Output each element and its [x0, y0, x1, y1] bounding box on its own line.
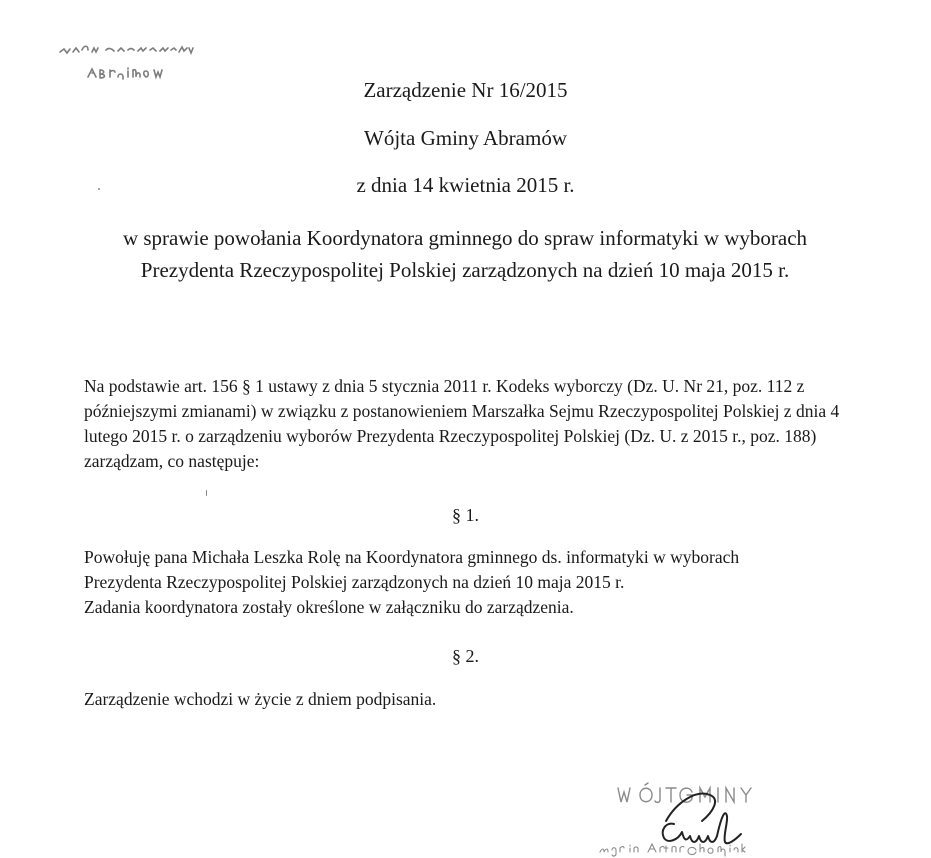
section-1-line: Zadania koordynatora zostały określone w załączniku do zarządzenia. [84, 597, 574, 617]
signature-stamp [596, 766, 816, 858]
section-1-line: Powołuję pana Michała Leszka Rolę na Koordynatora gminnego ds. informatyki w wyborach [84, 547, 740, 567]
section-1-body [84, 545, 864, 620]
section-1-line: Prezydenta Rzeczypospolitej Polskiej zarządzonych na dzień 10 maja 2015 r. [84, 572, 625, 592]
section-2-body [84, 687, 864, 712]
document-title: Zarządzenie Nr 16/2015 [363, 78, 568, 102]
section-1-heading: § 1. [452, 505, 479, 525]
document-issuer: Wójta Gminy Abramów [364, 126, 567, 150]
legal-basis-paragraph: Na podstawie art. 156 § 1 ustawy z dnia 5 stycznia 2011 r. Kodeks wyborczy (Dz. U. Nr 21, poz. 112 z późniejszymi zmianami) w związku z postanowieniem Marszałka Sejmu Rzeczypospolitej Polskiej z dnia 4 lutego 2015 r. o zarządzeniu wyborów Prezydenta Rzeczypospolitej Polskiej (Dz. U. z 2015 r., poz. 188) zarządzam, co następuje: [84, 376, 840, 471]
section-2-line: Zarządzenie wchodzi w życie z dniem podpisania. [84, 689, 437, 709]
document-subject: w sprawie powołania Koordynatora gminnego do spraw informatyki w wyborach Prezydenta Rzeczypospolitej Polskiej zarządzonych na dzień 10 maja 2015 r. [122, 226, 808, 282]
scan-speck [98, 188, 100, 190]
document-date: z dnia 14 kwietnia 2015 r. [356, 173, 575, 197]
section-2-heading: § 2. [452, 646, 479, 666]
scan-speck [206, 490, 207, 496]
